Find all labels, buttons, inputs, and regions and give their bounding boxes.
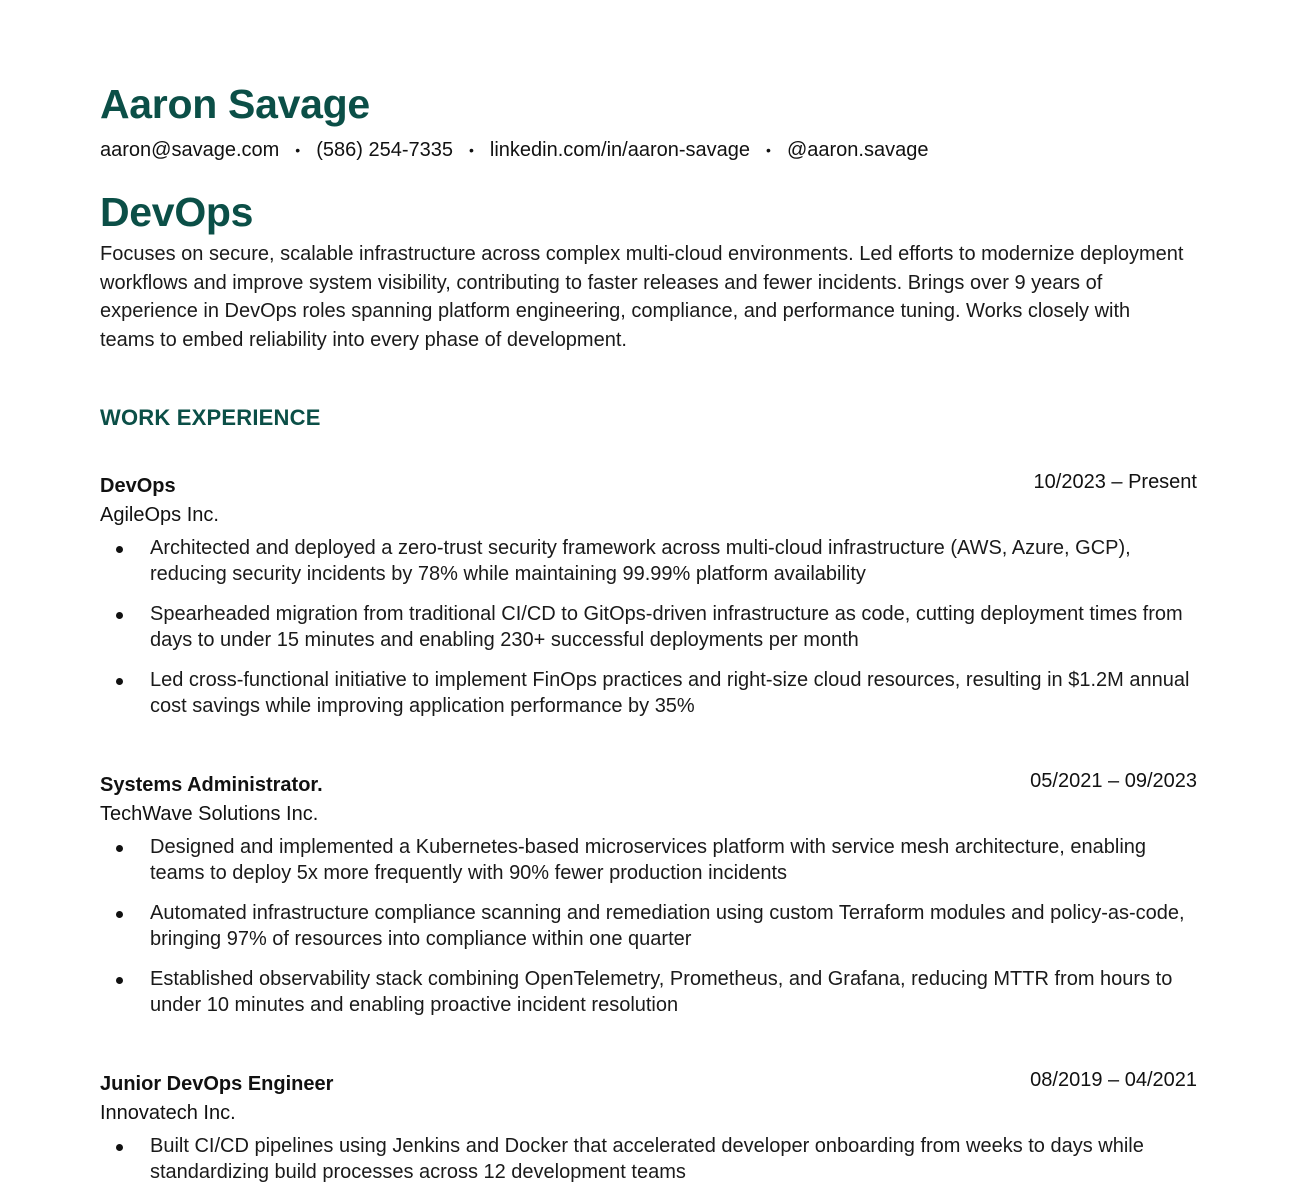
bullet-item	[100, 601, 1190, 653]
job-dates: 05/2021 – 09/2023	[1030, 770, 1197, 792]
bullet-icon	[116, 1144, 123, 1151]
job-bullets	[100, 1133, 1197, 1185]
bullet-icon	[116, 977, 123, 984]
bullet-text: Automated infrastructure compliance scanning and remediation using custom Terraform modules and policy-as-code, bringing 97% of resources into compliance within one quarter	[150, 902, 1185, 950]
bullet-icon	[116, 911, 123, 918]
job-dates: 08/2019 – 04/2021	[1030, 1069, 1197, 1091]
job-header	[100, 1066, 1197, 1098]
bullet-text: Built CI/CD pipelines using Jenkins and Docker that accelerated developer onboarding from weeks to days while standardizing build processes across 12 development teams	[150, 1135, 1144, 1183]
job-entry	[100, 468, 1197, 719]
bullet-item	[100, 900, 1190, 952]
job-header	[100, 468, 1197, 500]
job-bullets	[100, 834, 1197, 1018]
contact-line	[100, 136, 1197, 164]
job-company: Innovatech Inc.	[100, 1102, 236, 1124]
bullet-item	[100, 834, 1190, 886]
bullet-text: Established observability stack combining OpenTelemetry, Prometheus, and Grafana, reducing MTTR from hours to under 10 minutes and enabling proactive incident resolution	[150, 968, 1173, 1016]
bullet-text: Designed and implemented a Kubernetes-based microservices platform with service mesh architecture, enabling teams to deploy 5x more frequently with 90% fewer production incidents	[150, 836, 1147, 884]
job-title: DevOps	[100, 475, 176, 497]
bullet-icon	[116, 612, 123, 619]
separator-dot: •	[468, 142, 474, 158]
job-title: Systems Administrator.	[100, 774, 323, 796]
contact-email[interactable]: aaron@savage.com	[100, 139, 280, 161]
contact-linkedin[interactable]: linkedin.com/in/aaron-savage	[489, 139, 751, 161]
candidate-name: Aaron Savage	[100, 81, 370, 127]
separator-dot: •	[295, 142, 301, 158]
bullet-text: Led cross-functional initiative to implement FinOps practices and right-size cloud resources, resulting in $1.2M annual cost savings while improving application performance by 35%	[150, 669, 1190, 717]
bullet-item	[100, 966, 1190, 1018]
bullet-icon	[116, 546, 123, 553]
section-title-work-experience: WORK EXPERIENCE	[100, 405, 321, 430]
profile-title: DevOps	[100, 189, 254, 235]
job-entry	[100, 767, 1197, 1018]
job-company: TechWave Solutions Inc.	[100, 803, 319, 825]
bullet-text: Architected and deployed a zero-trust security framework across multi-cloud infrastructure (AWS, Azure, GCP), reducing security incidents by 78% while maintaining 99.99% platform availability	[150, 537, 1131, 585]
profile-summary: Focuses on secure, scalable infrastructure across complex multi-cloud environments. Led efforts to modernize deployment workflows and improve system visibility, contributing to faster releases and fewer incidents. Brings over 9 years of experience in DevOps roles spanning platform engineering, compliance, and performance tuning. Works closely with teams to embed reliability into every phase of development.	[100, 243, 1184, 351]
resume-page	[100, 78, 1197, 1199]
bullet-icon	[116, 678, 123, 685]
separator-dot: •	[766, 142, 771, 158]
bullet-text: Spearheaded migration from traditional CI/CD to GitOps-driven infrastructure as code, cutting deployment times from days to under 15 minutes and enabling 230+ successful deployments per month	[150, 603, 1183, 651]
bullet-item	[100, 667, 1190, 719]
bullet-item	[100, 1133, 1190, 1185]
bullet-item	[100, 535, 1190, 587]
contact-handle[interactable]: @aaron.savage	[786, 139, 929, 161]
job-bullets	[100, 535, 1197, 719]
job-company: AgileOps Inc.	[100, 504, 219, 526]
job-entry	[100, 1066, 1197, 1185]
bullet-icon	[116, 845, 123, 852]
contact-phone[interactable]: (586) 254-7335	[316, 139, 453, 161]
job-title: Junior DevOps Engineer	[100, 1073, 334, 1095]
job-header	[100, 767, 1197, 799]
job-dates: 10/2023 – Present	[1033, 471, 1197, 493]
